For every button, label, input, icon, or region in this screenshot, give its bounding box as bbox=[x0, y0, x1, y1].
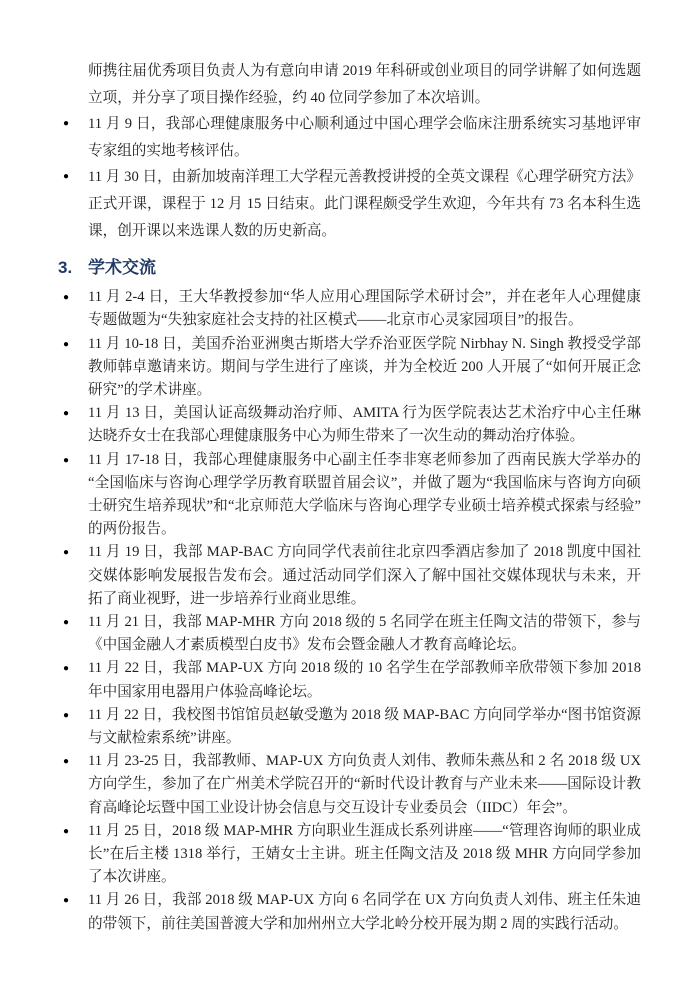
section-title: 学术交流 bbox=[88, 258, 156, 278]
bullet-icon: ● bbox=[63, 895, 70, 907]
list-item bbox=[63, 820, 641, 890]
bullet-icon: ● bbox=[63, 663, 70, 675]
list-item bbox=[63, 111, 641, 164]
list-item-text: 11 月 9 日，我部心理健康服务中心顺利通过中国心理学会临床注册系统实习基地评审专家组的实地考核评估。 bbox=[88, 116, 641, 159]
continuation-paragraph: 师携往届优秀项目负责人为有意向申请 2019 年科研或创业项目的同学讲解了如何选题立项，并分享了项目操作经验，约 40 位同学参加了本次培训。 bbox=[88, 63, 641, 106]
list-item bbox=[63, 164, 641, 244]
list-item-text: 11 月 26 日，我部 2018 级 MAP-UX 方向 6 名同学在 UX 方向负责人刘伟、班主任朱迪的带领下，前往美国普渡大学和加州州立大学北岭分校开展为期 2 周的实践行活动。 bbox=[88, 892, 641, 932]
document-content bbox=[58, 58, 641, 936]
list-item bbox=[63, 286, 641, 332]
list-item bbox=[63, 402, 641, 448]
list-item-text: 11 月 22 日，我部 MAP-UX 方向 2018 级的 10 名学生在学部教师辛欣带领下参加 2018 年中国家用电器用户体验高峰论坛。 bbox=[88, 660, 641, 700]
list-item-text: 11 月 22 日，我校图书馆馆员赵敏受邀为 2018 级 MAP-BAC 方向同学举办“图书馆资源与文献检索系统”讲座。 bbox=[88, 706, 641, 747]
section-number: 3. bbox=[58, 258, 73, 278]
list-item bbox=[63, 449, 641, 542]
list-item-text: 11 月 19 日，我部 MAP-BAC 方向同学代表前往北京四季酒店参加了 2018 凯度中国社交媒体影响发展报告发布会。通过活动同学们深入了解中国社交媒体现状与未来，开拓了商业视野，进一步培养行业商业思维。 bbox=[88, 544, 641, 607]
bullet-icon: ● bbox=[63, 756, 70, 768]
bullet-icon: ● bbox=[63, 617, 70, 628]
section-heading bbox=[58, 257, 641, 279]
list-item bbox=[63, 657, 641, 703]
list-item bbox=[63, 333, 641, 403]
list-item-text: 11 月 21 日，我部 MAP-MHR 方向 2018 级的 5 名同学在班主任陶文洁的带领下，参与《中国金融人才素质模型白皮书》发布会暨金融人才教育高峰论坛。 bbox=[88, 614, 641, 654]
list-item bbox=[63, 541, 641, 611]
list-item-text: 11 月 13 日，美国认证高级舞动治疗师、AMITA 行为医学院表达艺术治疗中心主任琳达晓乔女士在我部心理健康服务中心为师生带来了一次生动的舞动治疗体验。 bbox=[88, 405, 641, 445]
academic-bullet-list bbox=[63, 286, 641, 936]
bullet-icon: ● bbox=[63, 454, 70, 466]
list-item bbox=[63, 889, 641, 935]
list-item bbox=[63, 750, 641, 820]
list-item-text: 11 月 17-18 日，我部心理健康服务中心副主任李非寒老师参加了西南民族大学举办的“全国临床与咨询心理学学历教育联盟首届会议”，并做了题为“我国临床与咨询方向硕士研究生培养现状”和“北京师范大学临床与咨询心理学专业硕士培养模式探索与经验”的两份报告。 bbox=[88, 451, 641, 538]
intro-bullet-list bbox=[63, 111, 641, 244]
bullet-icon: ● bbox=[63, 118, 70, 130]
list-item-text: 11 月 25 日，2018 级 MAP-MHR 方向职业生涯成长系列讲座——“管理咨询师的职业成长”在后主楼 1318 举行，王婧女士主讲。班主任陶文洁及 2018 级 MHR 方向同学参加了本次讲座。 bbox=[88, 822, 641, 886]
bullet-icon: ● bbox=[63, 709, 70, 721]
bullet-icon: ● bbox=[63, 292, 70, 304]
bullet-icon: ● bbox=[63, 171, 70, 183]
list-item bbox=[63, 704, 641, 750]
bullet-icon: ● bbox=[63, 547, 70, 559]
list-item-text: 11 月 30 日，由新加坡南洋理工大学程元善教授讲授的全英文课程《心理学研究方法》正式开课，课程于 12 月 15 日结束。此门课程颇受学生欢迎，今年共有 73 名本科生选课，创开课以来选课人数的历史新高。 bbox=[88, 169, 641, 239]
bullet-icon: ● bbox=[63, 408, 70, 420]
list-item-text: 11 月 10-18 日，美国乔治亚洲奥古斯塔大学乔治亚医学院 Nirbhay N. Singh 教授受学部教师韩卓邀请来访。期间与学生进行了座谈，并为全校近 200 人开展了“如何开展正念研究”的学术讲座。 bbox=[88, 335, 641, 398]
bullet-icon: ● bbox=[63, 825, 70, 837]
list-item-text: 11 月 23-25 日，我部教师、MAP-UX 方向负责人刘伟、教师朱燕丛和 2 名 2018 级 UX 方向学生，参加了在广州美术学院召开的“新时代设计教育与产业未来——国际设计教育高峰论坛暨中国工业设计协会信息与交互设计专业委员会（IIDC）年会”。 bbox=[88, 753, 641, 816]
bullet-icon: ● bbox=[63, 338, 70, 350]
list-item bbox=[63, 611, 641, 657]
list-item-text: 11 月 2-4 日，王大华教授参加“华人应用心理国际学术研讨会”，并在老年人心理健康专题做题为“失独家庭社会支持的社区模式——北京市心灵家园项目”的报告。 bbox=[88, 289, 641, 329]
